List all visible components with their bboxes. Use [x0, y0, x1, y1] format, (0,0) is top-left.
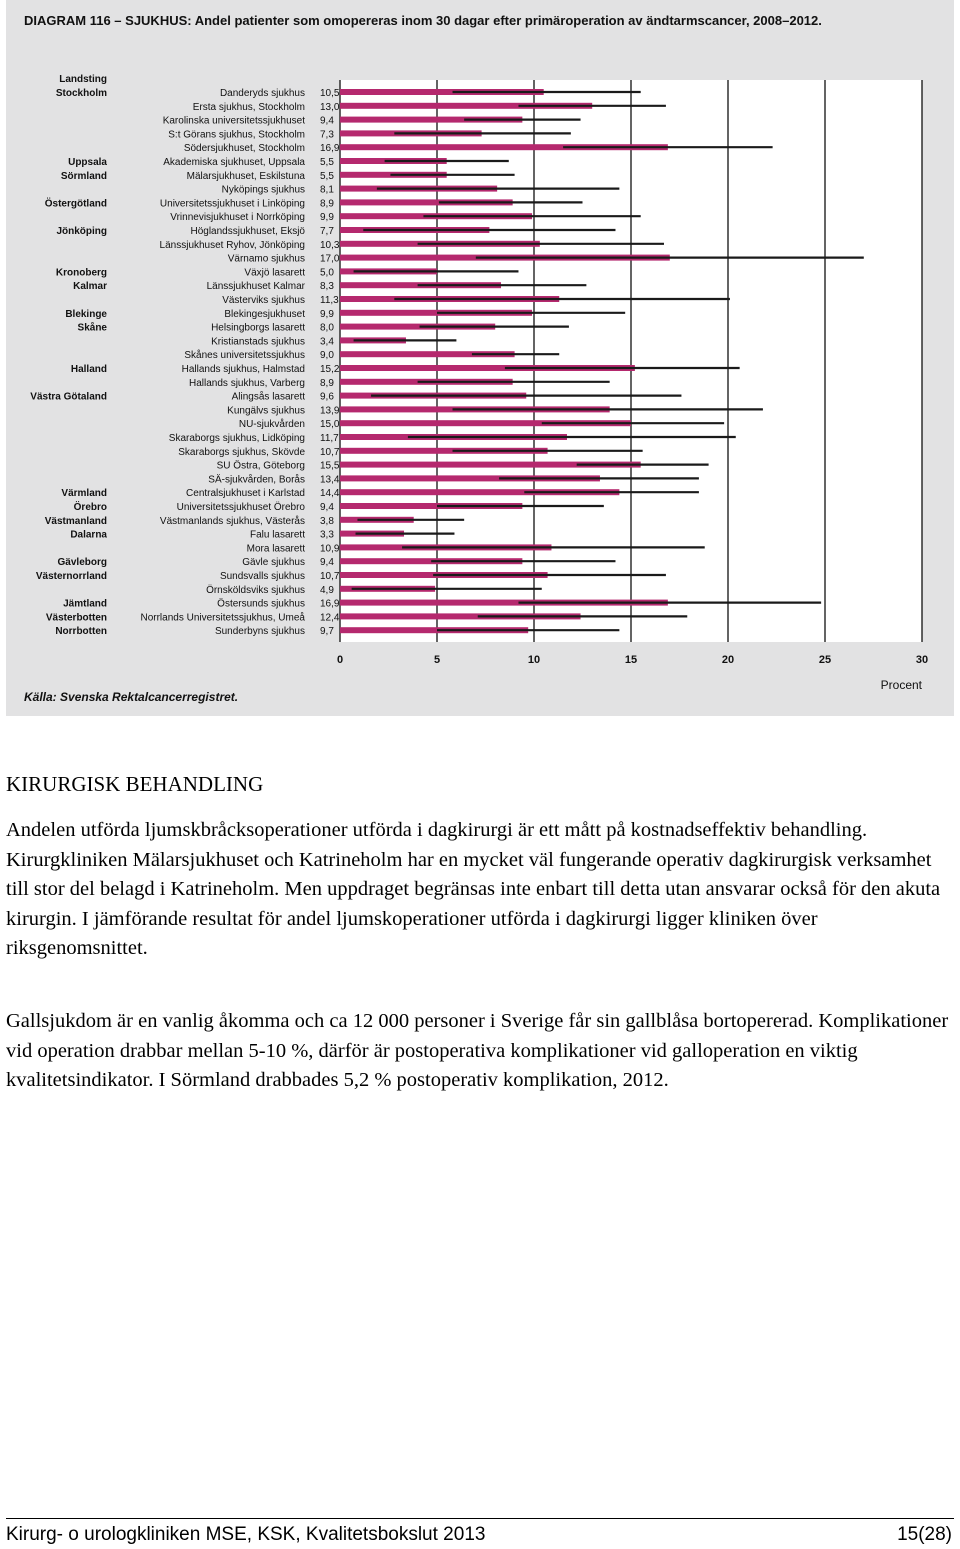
plot-area — [30, 74, 928, 666]
value-label: 11,3 — [320, 295, 339, 306]
region-label: Sörmland — [60, 170, 107, 182]
x-tick-label: 5 — [433, 654, 441, 666]
value-label: 9,9 — [320, 212, 334, 224]
value-label: 3,8 — [320, 515, 334, 527]
paragraph-gallstone: Gallsjukdom är en vanlig åkomma och ca 12 000 personer i Sverige får sin gallblåsa bortopererad. Komplikationer vid operation drabbar mellan 5-10 %, därför är postoperativa komplikationer vid galloperation en viktig kvalitetsindikator. I Sörmland drabbades 5,2 % postoperativ komplikation, 2012. — [6, 1010, 949, 1092]
region-label: Jämtland — [63, 598, 107, 610]
value-label: 15,0 — [320, 419, 340, 431]
hospital-label: Värnamo sjukhus — [227, 253, 305, 265]
region-label: Blekinge — [65, 308, 107, 320]
footer-divider — [6, 1518, 954, 1519]
hospital-label: Skånes universitetssjukhus — [184, 350, 305, 362]
value-label: 3,3 — [320, 529, 334, 541]
value-label: 9,4 — [320, 502, 334, 513]
value-label: 10,7 — [320, 446, 340, 458]
value-label: 10,7 — [320, 571, 340, 582]
value-label: 4,9 — [320, 584, 334, 596]
hospital-label: Helsingborgs lasarett — [211, 322, 305, 334]
region-label: Örebro — [73, 502, 107, 513]
x-tick-label: 30 — [915, 654, 929, 666]
hospital-label: Sundsvalls sjukhus — [219, 571, 305, 582]
chart-figure — [6, 0, 954, 716]
hospital-label: Västerviks sjukhus — [222, 295, 305, 306]
region-label: Landsting Stockholm — [55, 74, 107, 99]
region-label: Västmanland — [44, 515, 107, 527]
region-label: Östergötland — [44, 198, 107, 210]
hospital-label: Örnsköldsviks sjukhus — [206, 584, 305, 596]
hospital-label: Mälarsjukhuset, Eskilstuna — [186, 170, 305, 182]
hospital-label: Nyköpings sjukhus — [221, 184, 305, 196]
region-label: Halland — [70, 364, 107, 375]
value-label: 15,2 — [320, 364, 340, 375]
value-label: 9,4 — [320, 115, 334, 127]
region-label: Skåne — [77, 322, 107, 334]
value-label: 17,0 — [320, 253, 340, 265]
hospital-label: Mora lasarett — [246, 543, 305, 555]
hospital-label: Länssjukhuset Ryhov, Jönköping — [159, 239, 305, 251]
value-label: 8,1 — [320, 184, 334, 196]
region-label: Kalmar — [73, 281, 107, 293]
value-label: 16,9 — [320, 598, 340, 610]
x-tick-label: 0 — [336, 654, 344, 666]
value-label: 10,3 — [320, 239, 340, 251]
value-label: 8,0 — [320, 322, 334, 334]
value-label: 5,0 — [320, 267, 334, 279]
hospital-label: Danderyds sjukhus — [219, 88, 305, 99]
hospital-label: Sunderbyns sjukhus — [214, 626, 305, 638]
value-label: 14,4 — [320, 488, 340, 500]
region-label: Jönköping — [56, 226, 107, 237]
region-label: Västra Götaland — [30, 391, 107, 403]
hospital-label: SU Östra, Göteborg — [216, 460, 305, 472]
value-label: 8,9 — [320, 198, 334, 210]
hospital-label: Kungälvs sjukhus — [227, 405, 305, 417]
hospital-label: Alingsås lasarett — [231, 391, 305, 403]
hospital-label: Växjö lasarett — [244, 267, 305, 279]
hospital-label: Höglandssjukhuset, Eksjö — [190, 226, 305, 237]
value-label: 13,4 — [320, 474, 340, 486]
value-label: 15,5 — [320, 460, 340, 472]
value-label: 9,9 — [320, 308, 334, 320]
chart-svg — [6, 0, 954, 716]
value-label: 8,3 — [320, 281, 334, 293]
section-heading: KIRURGISK BEHANDLING — [6, 772, 264, 796]
hospital-label: Blekingesjukhuset — [224, 308, 305, 320]
value-label: 10,9 — [320, 543, 340, 555]
hospital-label: SÄ-sjukvården, Borås — [208, 474, 305, 486]
hospital-label: Vrinnevisjukhuset i Norrköping — [170, 212, 305, 224]
value-label: 10,5 — [320, 88, 340, 99]
hospital-label: Hallands sjukhus, Halmstad — [181, 364, 305, 375]
page-number: 15(28) — [897, 1524, 952, 1545]
x-axis-label: Procent — [880, 678, 922, 692]
x-tick-label: 25 — [818, 654, 832, 666]
region-label: Norrbotten — [55, 626, 107, 638]
hospital-label: Centralsjukhuset i Karlstad — [186, 488, 305, 500]
value-label: 9,7 — [320, 626, 334, 638]
region-label: Västerbotten — [45, 612, 107, 624]
hospital-label: Kristianstads sjukhus — [211, 336, 305, 348]
hospital-label: Norrlands Universitetssjukhus, Umeå — [140, 612, 305, 624]
hospital-label: NU-sjukvården — [238, 419, 305, 431]
paragraph-hernia: Andelen utförda ljumskbråcksoperationer utförda i dagkirurgi är ett mått på kostnadseffektiv behandling. Kirurgkliniken Mälarsjukhuset och Katrineholm har en mycket väl fungerande operativ dagkirurgisk verksamhet till stor del belagd i Katrineholm. Men uppdraget begränsas inte enbart till detta utan ansvarar också för den akuta kirurgin. I jämförande resultat för andel ljumskoperationer utförda i dagkirurgi ligger kliniken över riksgenomsnittet. — [6, 819, 941, 960]
hospital-label: Hallands sjukhus, Varberg — [189, 377, 305, 389]
hospital-label: Universitetssjukhuset Örebro — [176, 502, 305, 513]
x-tick-label: 10 — [527, 654, 541, 666]
hospital-label: Länssjukhuset Kalmar — [206, 281, 305, 293]
region-label: Värmland — [61, 488, 107, 500]
value-label: 13,0 — [320, 101, 340, 113]
value-label: 5,5 — [320, 157, 334, 168]
hospital-label: Östersunds sjukhus — [217, 598, 305, 610]
hospital-label: Universitetssjukhuset i Linköping — [159, 198, 305, 210]
value-label: 12,4 — [320, 612, 340, 624]
region-label: Uppsala — [68, 157, 107, 168]
hospital-label: Skaraborgs sjukhus, Skövde — [178, 446, 305, 458]
value-label: 3,4 — [320, 336, 334, 348]
chart-source: Källa: Svenska Rektalcancerregistret. — [24, 690, 239, 704]
region-label: Kronoberg — [55, 267, 107, 279]
hospital-label: Skaraborgs sjukhus, Lidköping — [168, 433, 305, 444]
hospital-label: Västmanlands sjukhus, Västerås — [159, 515, 305, 527]
value-label: 5,5 — [320, 170, 334, 182]
footer-title: Kirurg- o urologkliniken MSE, KSK, Kvalitetsbokslut 2013 — [6, 1524, 486, 1545]
value-label: 13,9 — [320, 405, 340, 417]
x-tick-label: 20 — [721, 654, 735, 666]
value-label: 9,4 — [320, 557, 334, 569]
hospital-label: Gävle sjukhus — [242, 557, 305, 569]
hospital-label: Karolinska universitetssjukhuset — [162, 115, 305, 127]
region-label: Västernorrland — [35, 571, 107, 582]
hospital-label: S:t Görans sjukhus, Stockholm — [168, 129, 305, 141]
region-label: Gävleborg — [57, 557, 107, 569]
hospital-label: Akademiska sjukhuset, Uppsala — [163, 157, 305, 168]
value-label: 7,3 — [320, 129, 334, 141]
x-tick-label: 15 — [624, 654, 638, 666]
hospital-label: Södersjukhuset, Stockholm — [183, 143, 305, 155]
value-label: 11,7 — [320, 433, 339, 444]
chart-title: DIAGRAM 116 – SJUKHUS: Andel patienter som omopereras inom 30 dagar efter primäroperation av ändtarmscancer, 2008–2012. — [24, 13, 822, 28]
value-label: 8,9 — [320, 377, 334, 389]
region-label: Dalarna — [70, 529, 107, 541]
value-label: 7,7 — [320, 226, 334, 237]
value-label: 9,0 — [320, 350, 334, 362]
hospital-label: Ersta sjukhus, Stockholm — [192, 101, 305, 113]
hospital-label: Falu lasarett — [249, 529, 305, 541]
value-label: 16,9 — [320, 143, 340, 155]
value-label: 9,6 — [320, 391, 334, 403]
